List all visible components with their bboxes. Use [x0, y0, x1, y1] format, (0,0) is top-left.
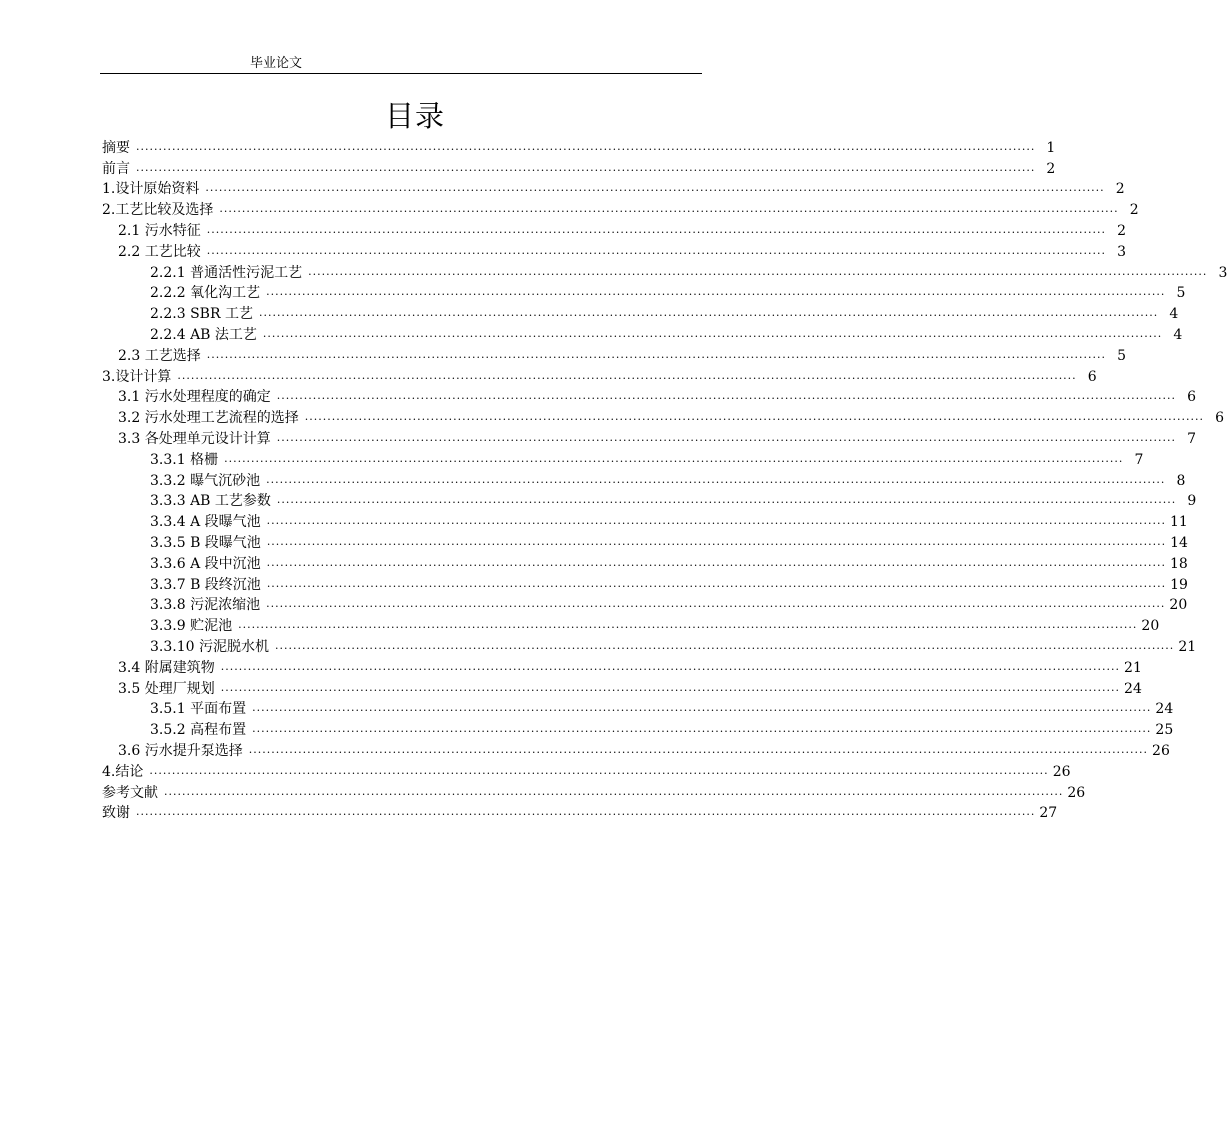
toc-entry[interactable] — [102, 718, 1174, 739]
toc-entry-label: 参考文献 — [102, 784, 158, 801]
toc-leader-dots: ········································································································································································································ — [252, 704, 1152, 718]
toc-entry-label: 3.4 附属建筑物 — [118, 659, 215, 676]
toc-leader-dots: ········································································································································································································ — [266, 475, 1166, 489]
toc-leader-dots: ········································································································································································································ — [262, 329, 1163, 343]
toc-entry-label: 1.设计原始资料 — [102, 181, 200, 198]
toc-entry-label: 3.3.3 AB 工艺参数 — [150, 493, 271, 510]
toc-entry[interactable] — [102, 552, 1188, 573]
toc-entry-page: 26 — [1152, 742, 1170, 759]
toc-entry-label: 3.6 污水提升泵选择 — [118, 742, 243, 759]
toc-leader-dots: ········································································································································································································ — [220, 683, 1121, 697]
toc-leader-dots: ········································································································································································································ — [266, 558, 1166, 572]
toc-leader-dots: ········································································································································································································ — [164, 787, 1064, 801]
toc-entry-page: 27 — [1039, 805, 1058, 822]
toc-leader-dots: ········································································································································································································ — [266, 537, 1167, 551]
toc-entry-label: 3.3.5 B 段曝气池 — [150, 534, 261, 551]
toc-entry-page: 1 — [1046, 139, 1056, 156]
toc-leader-dots: ········································································································································································································ — [248, 745, 1149, 759]
toc-entry-page: 20 — [1141, 618, 1160, 635]
toc-leader-dots: ········································································································································································································ — [304, 413, 1205, 427]
toc-entry-page: 6 — [1187, 389, 1197, 406]
toc-entry-label: 3.3.2 曝气沉砂池 — [150, 472, 261, 489]
toc-entry[interactable] — [102, 157, 1056, 178]
toc-entry-page: 21 — [1124, 659, 1142, 676]
toc-entry[interactable] — [102, 677, 1142, 698]
toc-entry-page: 6 — [1087, 368, 1097, 385]
toc-entry-label: 摘要 — [102, 139, 130, 156]
toc-leader-dots: ········································································································································································································ — [276, 496, 1177, 510]
toc-leader-dots: ········································································································································································································ — [136, 163, 1036, 177]
toc-entry-label: 3.3.8 污泥浓缩池 — [150, 597, 261, 614]
toc-entry-label: 3.3.4 A 段曝气池 — [150, 514, 261, 531]
toc-entry[interactable] — [102, 386, 1197, 407]
toc-entry-label: 3.3.7 B 段终沉池 — [150, 576, 261, 593]
toc-entry-page: 11 — [1169, 514, 1188, 531]
toc-leader-dots: ········································································································································································································ — [258, 309, 1159, 323]
toc-entry[interactable] — [102, 573, 1188, 594]
toc-entry[interactable] — [102, 510, 1188, 531]
toc-entry-label: 3.3.1 格栅 — [150, 451, 219, 468]
toc-leader-dots: ········································································································································································································ — [136, 808, 1036, 822]
toc-entry-label: 3.5.2 高程布置 — [150, 722, 247, 739]
toc-entry[interactable] — [102, 344, 1127, 365]
toc-entry-page: 4 — [1169, 306, 1179, 323]
toc-entry[interactable] — [102, 261, 1228, 282]
toc-entry-page: 2 — [1129, 202, 1139, 219]
toc-entry-label: 致谢 — [102, 805, 130, 822]
toc-entry-label: 3.设计计算 — [102, 368, 172, 385]
toc-leader-dots: ········································································································································································································ — [206, 246, 1107, 260]
toc-entry-label: 2.工艺比较及选择 — [102, 202, 214, 219]
table-of-contents — [102, 136, 1228, 822]
toc-entry[interactable] — [102, 656, 1142, 677]
toc-entry[interactable] — [102, 427, 1197, 448]
toc-entry[interactable] — [102, 781, 1086, 802]
toc-entry[interactable] — [102, 365, 1097, 386]
toc-leader-dots: ········································································································································································································ — [308, 267, 1208, 281]
toc-entry-page: 26 — [1067, 784, 1086, 801]
toc-entry-label: 3.3.10 污泥脱水机 — [150, 638, 269, 655]
toc-leader-dots: ········································································································································································································ — [266, 579, 1167, 593]
toc-leader-dots: ········································································································································································································ — [149, 766, 1049, 780]
toc-entry-page: 2 — [1115, 181, 1125, 198]
toc-entry[interactable] — [102, 178, 1125, 199]
toc-leader-dots: ········································································································································································································ — [206, 225, 1107, 239]
toc-entry-page: 5 — [1176, 285, 1186, 302]
toc-leader-dots: ········································································································································································································ — [206, 350, 1107, 364]
toc-entry[interactable] — [102, 240, 1127, 261]
toc-entry-page: 20 — [1169, 597, 1188, 614]
toc-entry-label: 3.5.1 平面布置 — [150, 701, 247, 718]
toc-entry[interactable] — [102, 698, 1174, 719]
toc-leader-dots: ········································································································································································································ — [220, 662, 1121, 676]
toc-entry[interactable] — [102, 614, 1160, 635]
toc-entry-page: 24 — [1155, 701, 1174, 718]
toc-entry-label: 3.3.6 A 段中沉池 — [150, 555, 261, 572]
toc-entry-page: 3 — [1117, 243, 1127, 260]
header-rule — [100, 73, 702, 74]
toc-entry-label: 3.2 污水处理工艺流程的选择 — [118, 410, 299, 427]
toc-entry-label: 3.1 污水处理程度的确定 — [118, 389, 271, 406]
toc-entry-label: 前言 — [102, 160, 130, 177]
toc-entry-page: 5 — [1117, 347, 1127, 364]
toc-entry[interactable] — [102, 219, 1127, 240]
toc-entry[interactable] — [102, 406, 1225, 427]
toc-entry-label: 3.5 处理厂规划 — [118, 680, 215, 697]
toc-entry-label: 2.2.3 SBR 工艺 — [150, 306, 253, 323]
toc-leader-dots: ········································································································································································································ — [224, 454, 1124, 468]
toc-entry[interactable] — [102, 594, 1188, 615]
toc-entry-page: 18 — [1169, 555, 1188, 572]
toc-entry-page: 8 — [1176, 472, 1186, 489]
toc-entry[interactable] — [102, 531, 1188, 552]
toc-entry-label: 3.3.9 贮泥池 — [150, 618, 233, 635]
toc-leader-dots: ········································································································································································································ — [276, 392, 1177, 406]
toc-entry-label: 2.2.2 氧化沟工艺 — [150, 285, 261, 302]
toc-entry[interactable] — [102, 469, 1186, 490]
toc-entry-page: 7 — [1134, 451, 1144, 468]
toc-entry-page: 3 — [1218, 264, 1228, 281]
toc-entry[interactable] — [102, 635, 1197, 656]
toc-leader-dots: ········································································································································································································ — [219, 205, 1119, 219]
toc-entry-page: 14 — [1170, 534, 1188, 551]
toc-leader-dots: ········································································································································································································ — [266, 517, 1166, 531]
toc-entry-label: 4.结论 — [102, 763, 144, 780]
toc-leader-dots: ········································································································································································································ — [238, 621, 1138, 635]
toc-entry-page: 25 — [1155, 722, 1174, 739]
toc-entry-page: 7 — [1187, 430, 1197, 447]
toc-entry[interactable] — [102, 136, 1056, 157]
toc-entry[interactable] — [102, 302, 1179, 323]
toc-entry[interactable] — [102, 739, 1170, 760]
toc-leader-dots: ········································································································································································································ — [266, 288, 1166, 302]
toc-entry[interactable] — [102, 282, 1186, 303]
toc-entry-label: 2.3 工艺选择 — [118, 347, 201, 364]
toc-leader-dots: ········································································································································································································ — [274, 641, 1175, 655]
toc-entry[interactable] — [102, 198, 1139, 219]
toc-entry-label: 2.2.1 普通活性污泥工艺 — [150, 264, 303, 281]
toc-entry-label: 2.2.4 AB 法工艺 — [150, 326, 257, 343]
toc-entry-page: 6 — [1215, 410, 1225, 427]
toc-entry[interactable] — [102, 448, 1144, 469]
toc-entry-page: 21 — [1178, 638, 1197, 655]
toc-entry[interactable] — [102, 802, 1058, 823]
toc-entry-page: 4 — [1173, 326, 1183, 343]
toc-entry[interactable] — [102, 760, 1071, 781]
toc-entry-page: 24 — [1124, 680, 1142, 697]
toc-entry-label: 2.1 污水特征 — [118, 222, 201, 239]
toc-leader-dots: ········································································································································································································ — [205, 184, 1105, 198]
toc-entry-page: 2 — [1046, 160, 1056, 177]
toc-entry-page: 2 — [1117, 222, 1127, 239]
header-title: 毕业论文 — [250, 56, 303, 71]
toc-leader-dots: ········································································································································································································ — [136, 142, 1036, 156]
toc-leader-dots: ········································································································································································································ — [276, 433, 1177, 447]
toc-entry-label: 2.2 工艺比较 — [118, 243, 201, 260]
toc-entry-page: 26 — [1052, 763, 1071, 780]
toc-entry-page: 9 — [1187, 493, 1197, 510]
toc-entry-page: 19 — [1170, 576, 1188, 593]
toc-leader-dots: ········································································································································································································ — [252, 725, 1152, 739]
toc-leader-dots: ········································································································································································································ — [177, 371, 1077, 385]
toc-entry[interactable] — [102, 490, 1197, 511]
toc-entry[interactable] — [102, 323, 1183, 344]
toc-title: 目录 — [384, 99, 445, 133]
toc-leader-dots: ········································································································································································································ — [266, 600, 1166, 614]
toc-entry-label: 3.3 各处理单元设计计算 — [118, 430, 271, 447]
